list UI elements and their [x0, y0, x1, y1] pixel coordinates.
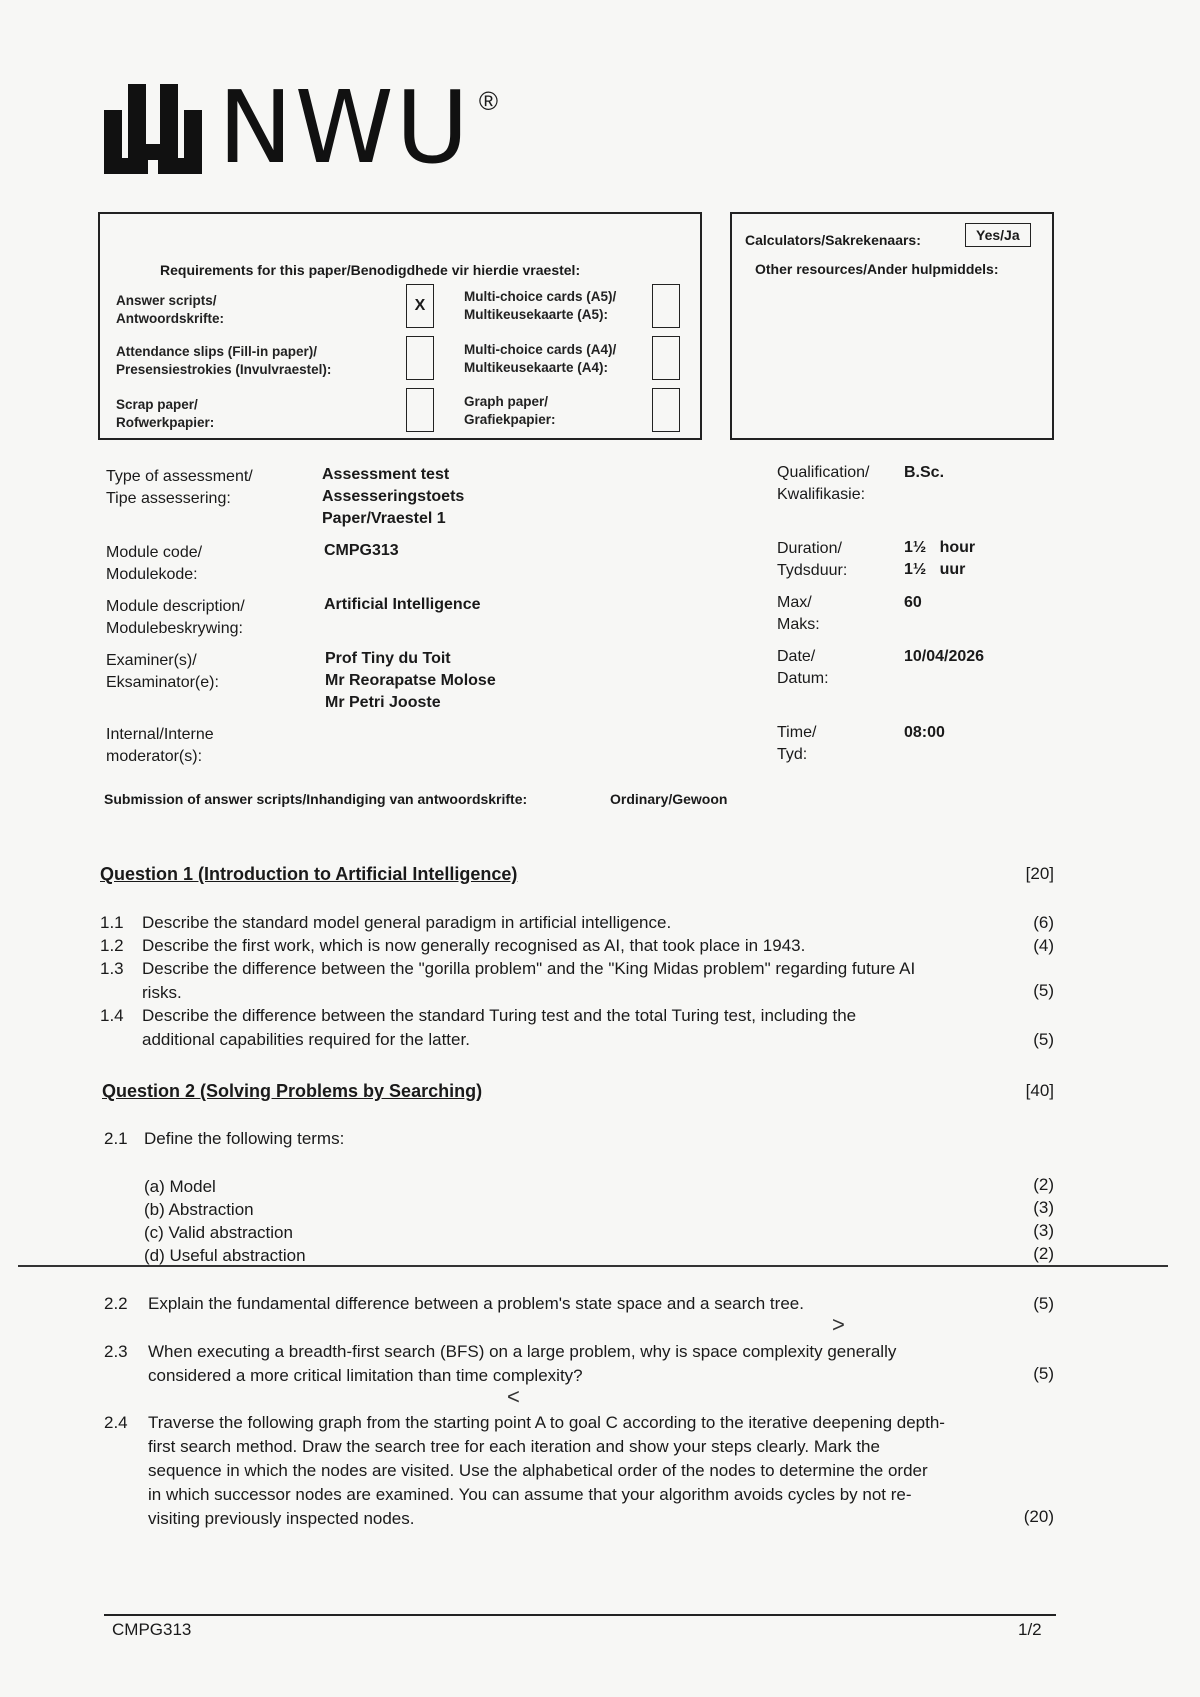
info-type-value: Assessment test Assesseringstoets Paper/Vraestel 1: [322, 466, 465, 527]
nwu-emblem-icon: [98, 72, 208, 184]
info-module-code-key: Module code/ Modulekode:: [106, 544, 203, 583]
checkbox-multichoice-a4[interactable]: [652, 336, 680, 380]
handwritten-less-mark: <: [507, 1384, 520, 1409]
question-1-heading: Question 1 (Introduction to Artificial Intelligence): [100, 864, 518, 884]
requirements-title: Requirements for this paper/Benodigdhede vir hierdie vraestel:: [160, 262, 581, 278]
checkbox-attendance-slips[interactable]: [406, 336, 434, 380]
info-module-desc-value: Artificial Intelligence: [324, 596, 481, 613]
q2-2-text: Explain the fundamental difference between a problem's state space and a search tree.: [148, 1294, 804, 1313]
term-d-mark: (2): [1033, 1244, 1054, 1263]
req-answer-scripts: Answer scripts/ Antwoordskrifte:: [116, 293, 224, 326]
q1-2-mark: (4): [1033, 936, 1054, 955]
checkbox-graph-paper[interactable]: [652, 388, 680, 432]
info-date-value: 10/04/2026: [904, 648, 985, 665]
q2-3-text: When executing a breadth-first search (BFS) on a large problem, why is space complexity generally considered a more critical limitation than time complexity?: [148, 1342, 897, 1385]
term-c: (c) Valid abstraction: [144, 1223, 293, 1242]
q1-1-mark: (6): [1033, 913, 1054, 932]
term-b: (b) Abstraction: [144, 1200, 254, 1219]
req-multichoice-a4: Multi-choice cards (A4)/ Multikeusekaarte (A4):: [464, 342, 617, 375]
info-date-key: Date/ Datum:: [777, 648, 829, 687]
handwritten-greater-mark: >: [832, 1312, 845, 1337]
info-qualification-value: B.Sc.: [904, 464, 945, 481]
term-a-mark: (2): [1033, 1175, 1054, 1194]
req-graph-paper: Graph paper/ Grafiekpapier:: [464, 394, 556, 427]
checkbox-scrap-paper[interactable]: [406, 388, 434, 432]
q2-4-mark: (20): [1023, 1507, 1054, 1526]
req-multichoice-a5: Multi-choice cards (A5)/ Multikeusekaarte (A5):: [464, 289, 617, 322]
footer-module-code: CMPG313: [112, 1620, 192, 1639]
q2-4-text: Traverse the following graph from the starting point A to goal C according to the iterative deepening depth- first search method. Draw the search tree for each iteration and show your steps clearly. Mark the sequence in which the nodes are visited. Use the alphabetical order of the nodes to determine the order in which successor nodes are examined. You can assume that your algorithm avoids cycles by not re- visiting previously inspected nodes.: [148, 1413, 945, 1528]
req-scrap-paper: Scrap paper/ Rofwerkpapier:: [116, 397, 215, 430]
info-duration-value: 1½ hour 1½ uur: [904, 539, 976, 578]
term-a: (a) Model: [144, 1177, 216, 1196]
q1-4-number: 1.4: [100, 1006, 124, 1025]
page-fold-line: [18, 1265, 1168, 1267]
q2-1-text: Define the following terms:: [144, 1129, 345, 1148]
term-c-mark: (3): [1033, 1221, 1054, 1240]
info-time-value: 08:00: [904, 724, 945, 741]
info-examiners-value: Prof Tiny du Toit Mr Reorapatse Molose Mr Petri Jooste: [325, 650, 496, 711]
footer-page-number: 1/2: [1018, 1620, 1042, 1639]
info-module-code-value: CMPG313: [324, 542, 399, 559]
info-moderator-key: Internal/Interne moderator(s):: [106, 726, 214, 765]
footer-rule: [104, 1614, 1056, 1616]
q1-3-mark: (5): [1033, 981, 1054, 1000]
submission-label: Submission of answer scripts/Inhandiging van antwoordskrifte:: [104, 791, 528, 807]
calculators-value: Yes/Ja: [965, 223, 1031, 247]
q2-3-mark: (5): [1033, 1364, 1054, 1383]
info-max-key: Max/ Maks:: [777, 594, 820, 633]
nwu-logo: [98, 69, 499, 186]
q1-2-text: Describe the first work, which is now generally recognised as AI, that took place in 1943.: [142, 936, 806, 955]
q1-1-number: 1.1: [100, 913, 124, 932]
other-resources-label: Other resources/Ander hulpmiddels:: [755, 261, 999, 277]
checkbox-answer-scripts[interactable]: X: [406, 284, 434, 328]
calculators-label: Calculators/Sakrekenaars:: [745, 232, 921, 248]
q1-4-mark: (5): [1033, 1030, 1054, 1049]
q1-4-text: Describe the difference between the standard Turing test and the total Turing test, including the additional capabilities required for the latter.: [142, 1006, 857, 1049]
info-type-key: Type of assessment/ Tipe assessering:: [106, 468, 253, 507]
term-b-mark: (3): [1033, 1198, 1054, 1217]
q1-1-text: Describe the standard model general paradigm in artificial intelligence.: [142, 913, 672, 932]
q2-2-mark: (5): [1033, 1294, 1054, 1313]
info-max-value: 60: [904, 594, 922, 611]
checkbox-multichoice-a5[interactable]: [652, 284, 680, 328]
info-time-key: Time/ Tyd:: [777, 724, 817, 763]
q2-1-number: 2.1: [104, 1129, 128, 1148]
q2-2-number: 2.2: [104, 1294, 128, 1313]
info-examiners-key: Examiner(s)/ Eksaminator(e):: [106, 652, 219, 691]
q2-4-number: 2.4: [104, 1413, 128, 1432]
q1-3-number: 1.3: [100, 959, 124, 978]
registered-mark: ®: [478, 86, 499, 116]
q2-3-number: 2.3: [104, 1342, 128, 1361]
question-2-marks: [40]: [1025, 1081, 1054, 1100]
question-1-marks: [20]: [1025, 864, 1054, 883]
info-qualification-key: Qualification/ Kwalifikasie:: [777, 464, 870, 503]
question-2-heading: Question 2 (Solving Problems by Searching): [102, 1081, 483, 1101]
req-attendance-slips: Attendance slips (Fill-in paper)/ Presensiestrokies (Invulvraestel):: [116, 344, 332, 377]
submission-value: Ordinary/Gewoon: [610, 791, 728, 807]
q1-3-text: Describe the difference between the "gorilla problem" and the "King Midas problem" regarding future AI risks.: [142, 959, 916, 1002]
info-module-desc-key: Module description/ Modulebeskrywing:: [106, 598, 245, 637]
info-duration-key: Duration/ Tydsduur:: [777, 540, 848, 579]
q1-2-number: 1.2: [100, 936, 124, 955]
term-d: (d) Useful abstraction: [144, 1246, 306, 1265]
logo-wordmark: NWU: [218, 69, 471, 186]
